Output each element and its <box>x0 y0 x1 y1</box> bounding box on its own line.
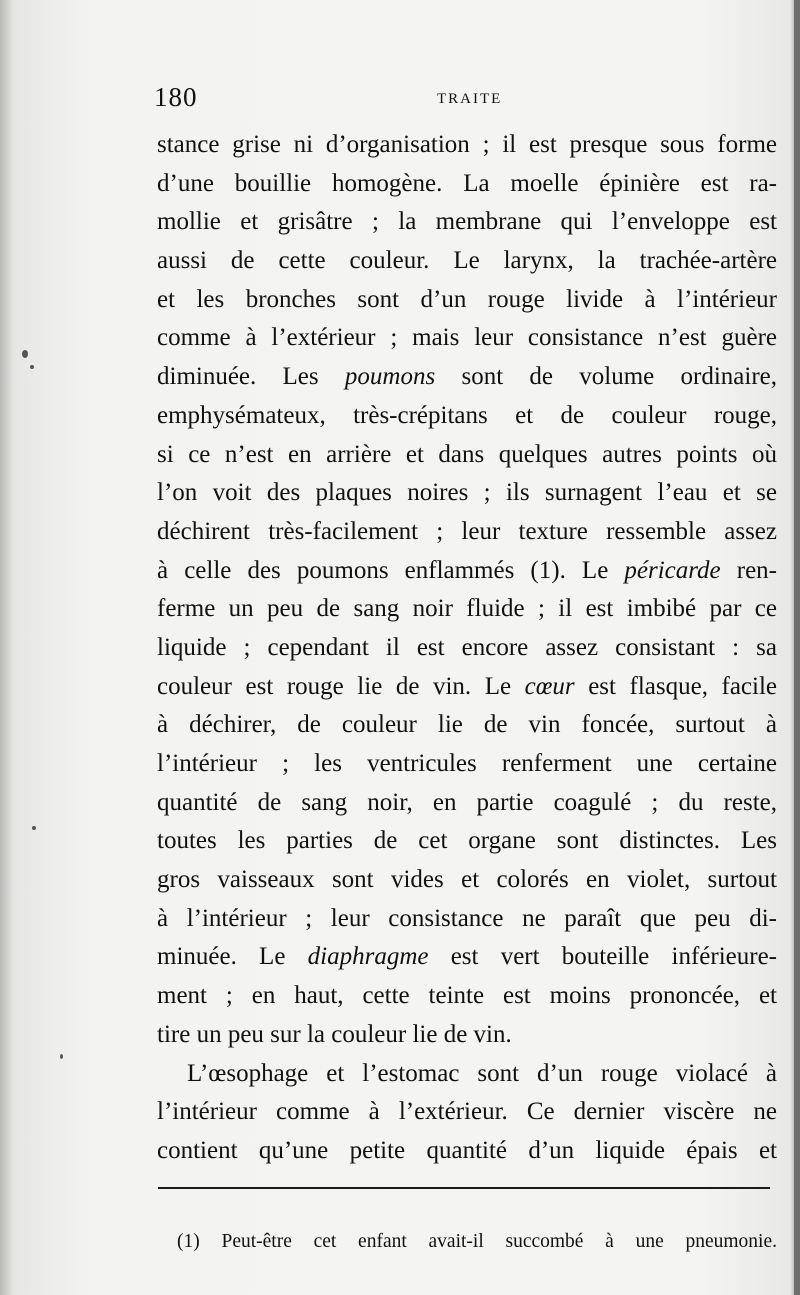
text-segment: ferme un peu de sang noir fluide ; il est imbibé par ce <box>157 595 777 623</box>
footnote: (1) Peut-être cet enfant avait-il succombé à une pneumonie. <box>177 1231 777 1252</box>
paper-speck <box>60 1054 63 1059</box>
text-segment: mollie et grisâtre ; la membrane qui l’enveloppe est <box>157 208 777 236</box>
text-segment: toutes les parties de cet organe sont distinctes. Les <box>157 827 777 855</box>
text-line <box>157 126 777 165</box>
text-segment: aussi de cette couleur. Le larynx, la trachée-artère <box>157 247 777 275</box>
text-line <box>157 822 777 861</box>
text-segment: est flasque, facile <box>574 672 777 700</box>
text-line <box>157 203 777 242</box>
text-segment: L’œsophage et l’estomac sont d’un rouge violacé à <box>187 1059 777 1087</box>
text-segment: si ce n’est en arrière et dans quelques autres points où <box>157 440 777 468</box>
text-line <box>157 784 777 823</box>
text-segment: l’intérieur comme à l’extérieur. Ce dernier viscère ne <box>157 1098 777 1126</box>
text-segment: est vert bouteille inférieure- <box>428 943 777 971</box>
text-segment: minuée. Le <box>157 943 308 971</box>
text-line <box>157 668 777 707</box>
text-segment: quantité de sang noir, en partie coagulé ; du reste, <box>157 788 777 816</box>
text-line <box>157 1093 777 1132</box>
text-line <box>157 977 777 1016</box>
text-segment: emphysémateux, très-crépitans et de couleur rouge, <box>157 401 777 429</box>
text-line <box>157 745 777 784</box>
paper-speck <box>30 365 34 369</box>
italic-term: diaphragme <box>307 943 429 971</box>
text-segment: diminuée. Les <box>157 363 345 391</box>
text-line <box>157 281 777 320</box>
footnote-divider <box>158 1187 770 1189</box>
page-gutter-shadow <box>0 0 14 1295</box>
text-segment: sont de volume ordinaire, <box>435 363 777 391</box>
text-line <box>157 1055 777 1094</box>
text-segment: liquide ; cependant il est encore assez consistant : sa <box>157 633 777 661</box>
text-segment: et les bronches sont d’un rouge livide à l’intérieur <box>157 285 777 313</box>
italic-term: cœur <box>524 672 575 700</box>
text-segment: stance grise ni d’organisation ; il est presque sous forme <box>157 131 777 158</box>
text-line <box>157 590 777 629</box>
text-segment: d’une bouillie homogène. La moelle épinière est ra- <box>157 169 777 197</box>
text-line <box>157 436 777 475</box>
text-segment: ren- <box>720 556 777 584</box>
text-line <box>157 513 777 552</box>
text-line <box>157 552 777 591</box>
text-line <box>157 1016 777 1055</box>
text-segment: l’intérieur ; les ventricules renferment une certaine <box>157 750 777 777</box>
text-segment: contient qu’une petite quantité d’un liquide épais et <box>157 1136 777 1164</box>
text-segment: à l’intérieur ; leur consistance ne paraît que peu di- <box>157 904 777 932</box>
text-segment: tire un peu sur la couleur lie de vin. <box>157 1020 512 1048</box>
text-line <box>157 938 777 977</box>
text-segment: gros vaisseaux sont vides et colorés en violet, surtout <box>157 866 777 894</box>
paper-speck <box>32 826 36 830</box>
text-line <box>157 397 777 436</box>
text-line <box>157 474 777 513</box>
text-segment: l’on voit des plaques noires ; ils surnagent l’eau et se <box>157 479 777 507</box>
text-line <box>157 900 777 939</box>
text-line <box>157 861 777 900</box>
text-line <box>157 706 777 745</box>
body-text <box>157 126 777 1171</box>
text-segment: comme à l’extérieur ; mais leur consistance n’est guère <box>157 324 777 352</box>
page-edge-shadow <box>794 0 800 1295</box>
text-segment: à déchirer, de couleur lie de vin foncée, surtout à <box>157 711 777 739</box>
text-line <box>157 358 777 397</box>
running-title: TRAITE <box>437 91 503 107</box>
page-number: 180 <box>154 82 198 112</box>
text-line <box>157 165 777 204</box>
text-line <box>157 1132 777 1171</box>
italic-term: poumons <box>344 363 436 391</box>
italic-term: péricarde <box>624 556 721 584</box>
text-segment: déchirent très-facilement ; leur texture ressemble assez <box>157 517 777 545</box>
text-line <box>157 242 777 281</box>
text-segment: à celle des poumons enflammés (1). Le <box>157 556 625 584</box>
text-line <box>157 319 777 358</box>
text-segment: couleur est rouge lie de vin. Le <box>157 672 525 700</box>
paper-speck <box>22 350 28 358</box>
text-segment: ment ; en haut, cette teinte est moins prononcée, et <box>157 982 777 1010</box>
text-line <box>157 629 777 668</box>
